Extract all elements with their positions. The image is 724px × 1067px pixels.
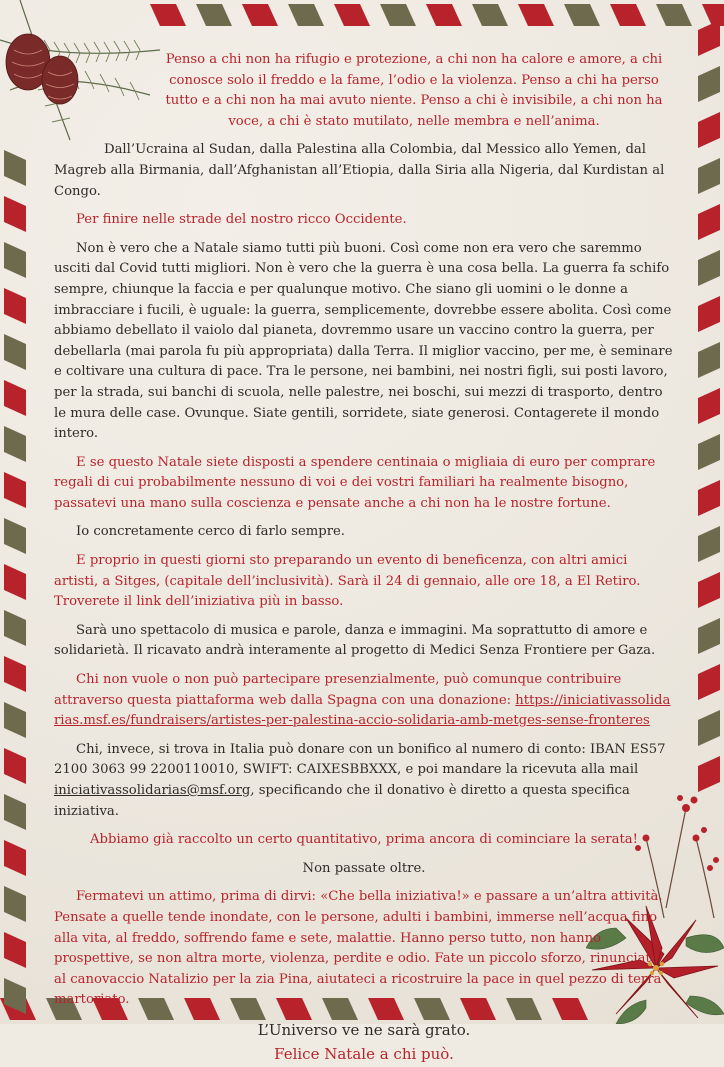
paragraph-war: Non è vero che a Natale siamo tutti più buoni. Così come non era vero che saremmo usciti dal Covid tutti migliori. Non è vero che la guerra è una cosa bella. La guerra fa schifo sempre, chiunque la faccia e per qualunque motivo. Che siano gli uomini o le donne a imbracciare i fucili, è uguale: la guerra, semplicemente, dovrebbe essere abolita. Così come abbiamo debellato il vaiolo dal pianeta, dovremmo usare un vaccino contro la guerra, per debellarla (mai parola fu più appropriata) dalla Terra. Il miglior vaccino, per me, è seminare e coltivare una cultura di pace. Tra le persone, nei bambini, nei nostri figli, sui posti lavoro, per la strada, sui banchi di scuola, nelle palestre, nei boschi, sui mezzi di trasporto, dentro le mura delle case. Ovunque. Siate gentili, sorridete, siate generosi. Contagerete il mondo intero. bbox=[54, 240, 673, 442]
border-stripe bbox=[4, 242, 26, 278]
border-stripe bbox=[698, 526, 720, 562]
border-stripe bbox=[4, 334, 26, 370]
border-stripe bbox=[334, 4, 370, 26]
border-stripe bbox=[4, 426, 26, 462]
paragraph-dont-pass: Non passate oltre. bbox=[302, 860, 426, 876]
border-stripe bbox=[4, 748, 26, 784]
donation-email-link[interactable]: iniciativassolidarias@msf.org bbox=[54, 783, 251, 798]
border-stripe bbox=[698, 250, 720, 286]
paragraph-bank-transfer bbox=[54, 740, 674, 822]
paragraph-stop: Fermatevi un attimo, prima di dirvi: «Che bella iniziativa!» e passare a un’altra attività. Pensate a quelle tende inondate, con le persone, adulti i bambini, immerse nell’acqua fino alla vita, al freddo, soffrendo fame e sete, malattie. Hanno perso tutto, non hanno prospettive, se non altra morte, violenza, perdite e odio. Fate un piccolo sforzo, rinunciate al canovaccio Natalizio per la zia Pina, aiutateci a ricostruire la pace in quel pezzo di terra martoriato. bbox=[54, 889, 663, 1008]
border-stripe bbox=[196, 4, 232, 26]
paragraph-occidente: Per finire nelle strade del nostro ricco Occidente. bbox=[76, 212, 407, 228]
border-stripe bbox=[702, 4, 724, 26]
border-stripe bbox=[4, 150, 26, 186]
border-stripe bbox=[4, 288, 26, 324]
border-stripe bbox=[698, 388, 720, 424]
closing-line-1: L’Universo ve ne sarà grato. bbox=[257, 1020, 471, 1039]
border-stripe bbox=[698, 664, 720, 700]
donation-link[interactable]: https://iniciativassolidarias.msf.es/fundraisers/artistes-per-palestina-accio-solidaria-amb-metges-sense-fronteres bbox=[54, 692, 671, 729]
border-stripe bbox=[698, 296, 720, 332]
letter-body bbox=[54, 50, 674, 1067]
border-stripe bbox=[4, 794, 26, 830]
border-stripe bbox=[698, 480, 720, 516]
border-stripe bbox=[4, 380, 26, 416]
border-stripe bbox=[698, 710, 720, 746]
border-stripe bbox=[4, 840, 26, 876]
border-stripe bbox=[380, 4, 416, 26]
border-stripe bbox=[698, 204, 720, 240]
border-stripe bbox=[4, 886, 26, 922]
border-stripe bbox=[698, 66, 720, 102]
border-stripe bbox=[698, 20, 720, 56]
closing-line-2: Felice Natale a chi può. bbox=[274, 1044, 454, 1063]
paragraph-concretely: Io concretamente cerco di farlo sempre. bbox=[76, 524, 345, 540]
border-stripe bbox=[4, 196, 26, 232]
border-stripe bbox=[4, 564, 26, 600]
border-stripe bbox=[288, 4, 324, 26]
paragraph-donation-web bbox=[54, 670, 674, 732]
border-stripe bbox=[698, 572, 720, 608]
border-stripe bbox=[698, 434, 720, 470]
border-stripe bbox=[4, 932, 26, 968]
bank-transfer-end: , specificando che il donativo è diretto a questa specifica iniziativa. bbox=[54, 783, 630, 819]
border-stripe bbox=[564, 4, 600, 26]
border-stripe bbox=[656, 4, 692, 26]
border-stripe bbox=[698, 112, 720, 148]
paragraph-show: Sarà uno spettacolo di musica e parole, danza e immagini. Ma soprattutto di amore e solidarietà. Il ricavato andrà interamente al progetto di Medici Senza Frontiere per Gaza. bbox=[54, 622, 656, 659]
paragraph-opening: Penso a chi non ha rifugio e protezione, a chi non ha calore e amore, a chi conosce solo il freddo e la fame, l’odio e la violenza. Penso a chi ha perso tutto e a chi non ha mai avuto niente. Penso a chi è invisibile, a chi non ha voce, a chi è stato mutilato, nelle membra e nell’anima. bbox=[165, 52, 663, 129]
border-stripe bbox=[4, 702, 26, 738]
border-stripe bbox=[4, 518, 26, 554]
border-stripe bbox=[698, 158, 720, 194]
border-stripe bbox=[698, 342, 720, 378]
border-stripe bbox=[472, 4, 508, 26]
bank-transfer-text: Chi, invece, si trova in Italia può donare con un bonifico al numero di conto: IBAN ES57 2100 3063 99 2200110010, SWIFT: CAIXESBBXXX, e poi mandare la ricevuta alla mail bbox=[54, 741, 666, 778]
donation-web-text: Chi non vuole o non può partecipare presenzialmente, può comunque contribuire attraverso questa piattaforma web dalla Spagna con una donazione: bbox=[54, 672, 622, 708]
paragraph-raised: Abbiamo già raccolto un certo quantitativo, prima ancora di cominciare la serata! bbox=[90, 832, 638, 848]
border-stripe bbox=[698, 618, 720, 654]
border-stripe bbox=[4, 610, 26, 646]
border-stripe bbox=[242, 4, 278, 26]
border-stripe bbox=[426, 4, 462, 26]
paragraph-gifts: E se questo Natale siete disposti a spendere centinaia o migliaia di euro per comprare regali di cui probabilmente nessuno di voi e dei vostri familiari ha realmente bisogno, passatevi una mano sulla coscienza e pensate anche a chi non ha le nostre fortune. bbox=[54, 454, 656, 511]
paragraph-countries: Dall’Ucraina al Sudan, dalla Palestina alla Colombia, dal Messico allo Yemen, dal Magreb alla Birmania, dall’Afghanistan all’Etiopia, dalla Siria alla Nigeria, dal Kurdistan al Congo. bbox=[54, 142, 665, 199]
border-stripe bbox=[4, 472, 26, 508]
border-stripe bbox=[518, 4, 554, 26]
border-stripe bbox=[4, 656, 26, 692]
border-stripe bbox=[610, 4, 646, 26]
paragraph-event: E proprio in questi giorni sto preparando un evento di beneficenza, con altri amici artisti, a Sitges, (capitale dell’inclusività). Sarà il 24 di gennaio, alle ore 18, a El Retiro. Troverete il link dell’iniziativa più in basso. bbox=[54, 553, 641, 610]
